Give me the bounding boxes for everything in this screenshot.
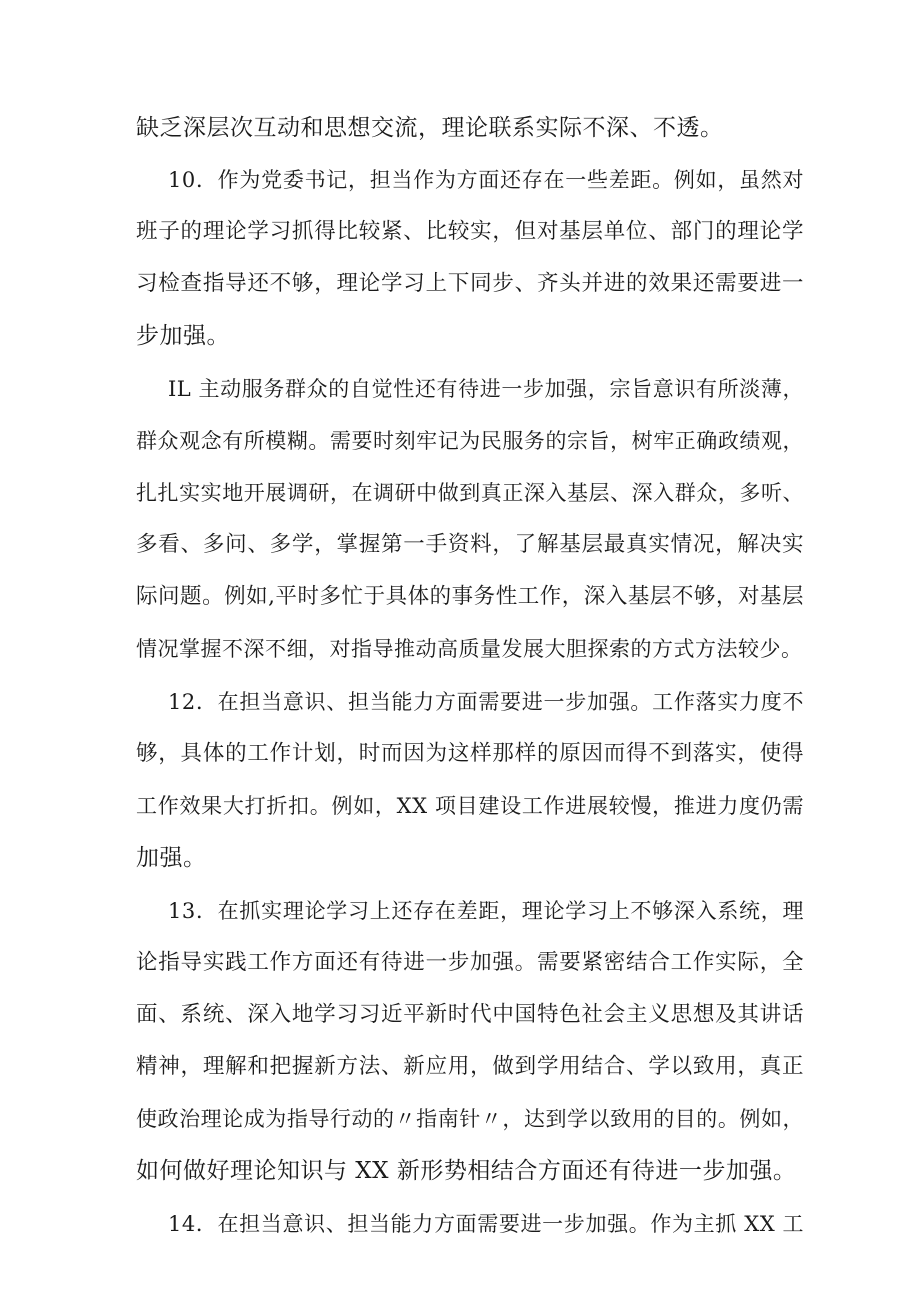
text-line: 精神，理解和把握新方法、新应用，做到学用结合、学以致用，真正 xyxy=(136,1054,804,1079)
text-line: 群众观念有所模糊。需要时刻牢记为民服务的宗旨，树牢正确政绩观， xyxy=(136,429,804,453)
text-line: 够，具体的工作计划，时而因为这样那样的原因而得不到落实，使得 xyxy=(136,741,804,766)
text-line: 10．作为党委书记，担当作为方面还存在一些差距。例如，虽然对 xyxy=(168,168,804,192)
text-line: 扎扎实实地开展调研，在调研中做到真正深入基层、深入群众，多听、 xyxy=(136,481,804,505)
text-line: 习检查指导还不够，理论学习上下同步、齐头并进的效果还需要进一 xyxy=(136,271,804,296)
text-line: 情况掌握不深不细，对指导推动高质量发展大胆探索的方式方法较少。 xyxy=(136,637,803,661)
text-line: 如何做好理论知识与 XX 新形势相结合方面还有待进一步加强。 xyxy=(136,1158,797,1184)
text-line: 14．在担当意识、担当能力方面需要进一步加强。作为主抓 XX 工 xyxy=(168,1212,804,1236)
text-line: 步加强。 xyxy=(136,323,230,349)
text-line: 使政治理论成为指导行动的〃指南针〃，达到学以致用的目的。例如， xyxy=(136,1107,804,1131)
text-line: IL 主动服务群众的自觉性还有待进一步加强，宗旨意识有所淡薄， xyxy=(168,377,804,401)
text-line: 加强。 xyxy=(136,845,207,871)
text-line: 论指导实践工作方面还有待进一步加强。需要紧密结合工作实际，全 xyxy=(136,950,804,975)
text-line: 13．在抓实理论学习上还存在差距，理论学习上不够深入系统，理 xyxy=(168,899,804,923)
text-line: 面、系统、深入地学习习近平新时代中国特色社会主义思想及其讲话 xyxy=(136,1002,804,1027)
text-line: 工作效果大打折扣。例如，XX 项目建设工作进展较慢，推进力度仍需 xyxy=(136,794,804,818)
text-line: 班子的理论学习抓得比较紧、比较实，但对基层单位、部门的理论学 xyxy=(136,219,804,244)
text-line: 12．在担当意识、担当能力方面需要进一步加强。工作落实力度不 xyxy=(168,690,804,714)
text-line: 多看、多问、多学，掌握第一手资料，了解基层最真实情况，解决实 xyxy=(136,532,804,557)
text-line: 际问题。例如,平时多忙于具体的事务性工作，深入基层不够，对基层 xyxy=(136,584,804,609)
text-line: 缺乏深层次互动和思想交流，理论联系实际不深、不透。 xyxy=(136,115,724,141)
